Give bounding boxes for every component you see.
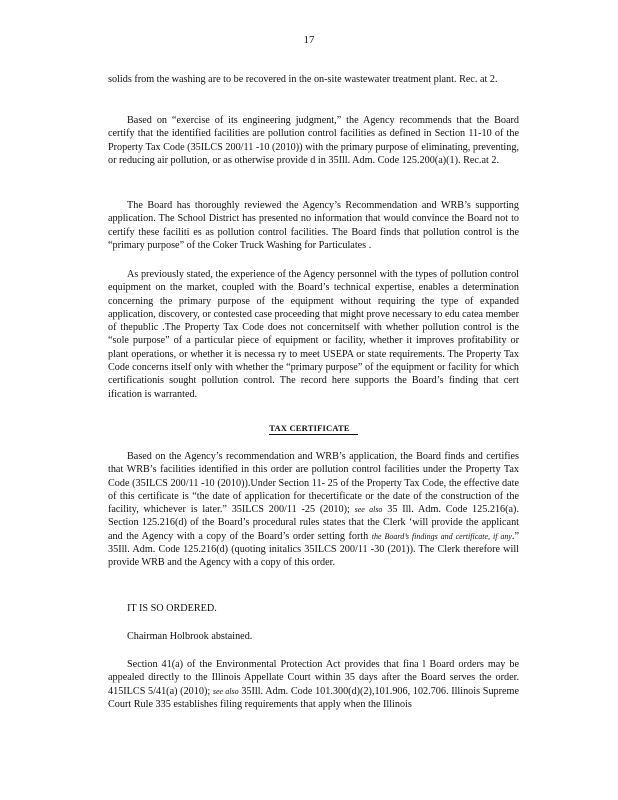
order-statement: IT IS SO ORDERED. — [127, 603, 217, 614]
paragraph-tax-certificate-text-3: .” 35Ill. Adm. Code 125.216(d) (quoting initalics 35ILCS 200/11 -30 (201)). The Clerk therefore will provide WRB and the Agency with a copy of this order. — [108, 530, 519, 569]
paragraph-appeal-text-2: 35Ill. Adm. Code 101.300(d)(2),101.906, 102.706. Illinois Supreme Court Rule 335 establishes filing requirements that apply when the Illinois — [108, 685, 519, 710]
paragraph-tax-certificate-text-1: Based on the Agency’s recommendation and WRB’s application, the Board finds and certifies that WRB’s facilities identified in this order are pollution control facilities under the Property Tax Code (35ILCS 200/11 -10 (2010)).Under Section 11- 25 of the Property Tax Code, the effective date of this certificate is “the date of application for thecertificate or the date of the construction of the facility, whichever is later.” 35ILCS 200/11 -25 (2010); — [108, 451, 519, 516]
paragraph-tax-certificate-text-2: 35 Ill. Adm. Code 125.216(a). Section 125.216(d) of the Board’s procedural rules states that the Clerk ‘will provide the applicant and the Agency with a copy of the Board’s order setting forth — [108, 504, 520, 542]
page-number: 17 — [303, 34, 315, 46]
section-heading-text: TAX CERTIFICATE — [269, 423, 358, 435]
section-heading — [108, 422, 519, 435]
paragraph-tax-certificate — [108, 450, 519, 570]
paragraph-continuation: solids from the washing are to be recovered in the on-site wastewater treatment plant. Rec. at 2. — [108, 74, 498, 85]
see-also-citation-2: see also — [212, 686, 239, 696]
paragraph-board-review: The Board has thoroughly reviewed the Agency’s Recommendation and WRB’s supporting application. The School District has presented no information that would convince the Board not to certify these faciliti es as pollution control facilities. The Board finds that pollution control is the “primary purpose” of the Coker Truck Washing for Particulates . — [108, 200, 519, 251]
see-also-citation-1: see also — [354, 505, 383, 515]
abstention-note: Chairman Holbrook abstained. — [127, 631, 253, 642]
italic-quotation: the Board’s findings and certificate, if any — [371, 531, 512, 541]
paragraph-appeal-text-1: Section 41(a) of the Environmental Protection Act provides that fina l Board orders may be appealed directly to the Illinois Appellate Court within 35 days after the Board serves the order. 415ILCS 5/41(a) (2010); — [108, 659, 519, 697]
paragraph-appeal — [108, 658, 519, 711]
paragraph-primary-purpose: As previously stated, the experience of the Agency personnel with the types of pollution control equipment on the market, coupled with the Board’s technical expertise, enables a determination concerning the primary purpose of the equipment without requiring the type of expanded application, discovery, or contested case proceeding that might prove necessary to edu catea member of thepublic .The Property Tax Code does not concernitself with whether pollution control is the “sole purpose” of a particular piece of equipment or facility, whether it improves profitability or plant operations, or whether it is necessa ry to meet USEPA or state requirements. The Property Tax Code concerns itself only with whether the “primary purpose” of the equipment or facility for which certificationis sought pollution control. The record here supports the Board’s finding that cert ification is warranted. — [108, 269, 519, 400]
paragraph-agency-recommendation: Based on “exercise of its engineering judgment,” the Agency recommends that the Board certify that the identified facilities are pollution control facilities as defined in Section 11-10 of the Property Tax Code (35ILCS 200/11 -10 (2010)) with the primary purpose of eliminating, preventing, or reducing air pollution, or as otherwise provide d in 35Ill. Adm. Code 125.200(a)(1). Rec.at 2. — [108, 115, 519, 166]
